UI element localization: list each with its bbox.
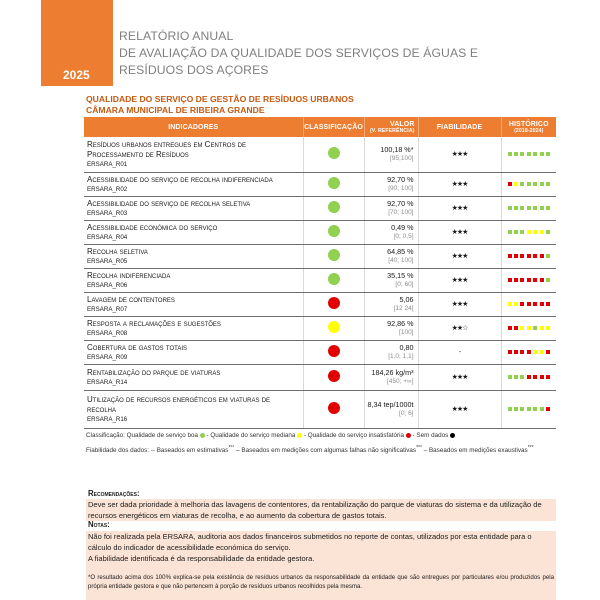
indicator-code: ERSARA_R02 [87,186,128,193]
report-title-line: RELATÓRIO ANUAL [119,29,234,43]
indicator-cell [84,340,303,364]
history-cell [501,390,556,428]
indicator-value: 92,86 % [387,319,414,328]
history-square-icon [533,152,537,156]
classification-cell [303,196,364,220]
history-cell [501,220,556,244]
history-square-icon [540,206,544,210]
history-square-icon [508,278,512,282]
history-square-icon [540,326,544,330]
history-square-icon [540,254,544,258]
reference-value: [12 24[ [393,305,414,312]
history-square-icon [540,375,544,379]
history-square-icon [546,375,550,379]
history-cell [501,292,556,316]
value-cell [364,244,418,268]
indicator-name: Rentabilização do parque de viaturas [87,368,221,377]
indicator-cell [84,268,303,292]
table-row [84,364,556,390]
history-cell [501,172,556,196]
history-square-icon [508,350,512,354]
table-row [84,292,556,316]
indicator-cell [84,244,303,268]
history-square-icon [514,206,518,210]
indicator-cell [84,390,303,428]
history-square-icon [508,230,512,234]
indicator-value: 92,70 % [387,175,414,184]
reference-value: [95;100] [390,155,414,163]
table-row [84,172,556,196]
history-square-icon [527,302,531,306]
history-square-icon [514,152,518,156]
report-title [119,28,478,79]
reference-value: [70; 100] [388,209,414,216]
history-square-icon [527,152,531,156]
table-row [84,244,556,268]
history-square-icon [508,206,512,210]
history-square-icon [546,302,550,306]
reliability-legend: Fiabilidade dos dados: -- Baseados em estimativas*°° – Baseados em medições com algumas falhas não significativas**° – Baseados em medições exaustivas*** [86,445,534,455]
value-cell [364,292,418,316]
history-square-icon [527,206,531,210]
indicator-code: ERSARA_R05 [87,258,128,265]
reliability-stars: ★★★ [418,292,501,316]
classification-dot-icon [328,370,340,382]
reliability-stars: ★★★ [418,390,501,428]
classification-dot-icon [328,345,340,357]
indicator-cell [84,172,303,196]
history-square-icon [514,407,518,411]
value-cell [364,268,418,292]
classification-dot-icon [328,201,340,213]
reference-value: [450; +∞] [387,378,414,385]
col-fiabilidade: FIABILIDADE [418,117,501,137]
notes-label: Notas: [88,520,110,529]
reference-value: [100] [399,329,414,336]
history-square-icon [520,152,524,156]
recommendations-label: Recomendações: [88,489,140,498]
table-row [84,390,556,428]
indicator-value: 184,26 kg/m³ [371,368,414,377]
classification-dot-icon [328,321,340,333]
history-cell [501,196,556,220]
section-heading [86,94,354,116]
history-square-icon [527,182,531,186]
table-row [84,316,556,340]
classification-dot-icon [328,177,340,189]
indicator-code: ERSARA_R04 [87,234,128,241]
history-square-icon [533,302,537,306]
classification-cell [303,292,364,316]
indicator-cell [84,292,303,316]
history-square-icon [533,326,537,330]
value-cell [364,137,418,172]
report-year: 2025 [63,68,90,82]
section-title: QUALIDADE DO SERVIÇO DE GESTÃO DE RESÍDUOS URBANOS [86,94,354,104]
history-square-icon [520,326,524,330]
report-title-line: RESÍDUOS DOS AÇORES [119,63,269,77]
bad-dot-icon [406,433,411,438]
table-row [84,137,556,172]
history-square-icon [533,350,537,354]
table-row [84,268,556,292]
indicator-value: 92,70 % [387,199,414,208]
history-square-icon [520,350,524,354]
history-cell [501,364,556,390]
history-square-icon [546,152,550,156]
history-square-icon [514,182,518,186]
history-square-icon [546,407,550,411]
history-square-icon [533,206,537,210]
indicator-code: ERSARA_R03 [87,210,128,217]
value-cell [364,220,418,244]
history-cell [501,316,556,340]
history-square-icon [520,182,524,186]
history-square-icon [540,152,544,156]
indicator-cell [84,196,303,220]
indicator-name: Acessibilidade do serviço de recolha indiferenciada [87,175,273,184]
classification-cell [303,172,364,196]
classification-dot-icon [328,225,340,237]
table-row [84,340,556,364]
history-square-icon [533,375,537,379]
indicator-value: 8,34 tep/1000t [367,400,414,409]
no-data-dot-icon [450,433,455,438]
indicator-name: Recolha indiferenciada [87,271,171,280]
value-cell [364,316,418,340]
reference-value: [0; 60] [395,281,414,288]
classification-cell [303,316,364,340]
history-square-icon [514,254,518,258]
reliability-stars: ★★☆ [418,316,501,340]
history-square-icon [527,407,531,411]
indicator-name: Cobertura de gastos totais [87,343,188,352]
good-dot-icon [200,433,205,438]
history-square-icon [508,152,512,156]
col-classificacao: CLASSIFICAÇÃO [303,117,364,137]
reference-value: [90; 100] [388,185,414,192]
classification-dot-icon [328,147,340,159]
indicator-name: Resposta a reclamações e sugestões [87,319,221,328]
history-square-icon [514,302,518,306]
history-square-icon [533,182,537,186]
history-square-icon [508,182,512,186]
history-square-icon [540,230,544,234]
classification-cell [303,364,364,390]
history-square-icon [533,407,537,411]
classification-cell [303,390,364,428]
reference-value: [0; 6] [399,410,414,417]
indicator-name: Resíduos urbanos entregues em Centros de Processamento de Resíduos [87,140,247,160]
history-square-icon [520,375,524,379]
reference-value: [40; 100] [388,257,414,264]
history-cell [501,340,556,364]
reference-value: [0; 0,5] [393,233,414,240]
history-square-icon [546,182,550,186]
history-square-icon [533,230,537,234]
indicator-code: ERSARA_R01 [87,161,128,169]
history-cell [501,137,556,172]
history-square-icon [546,326,550,330]
history-cell [501,268,556,292]
col-historico: HISTÓRICO (2018-2024) [501,117,556,137]
indicator-name: Lavagem de contentores [87,295,175,304]
classification-cell [303,340,364,364]
report-title-line: DE AVALIAÇÃO DA QUALIDADE DOS SERVIÇOS DE ÁGUAS E [119,46,479,60]
table-row [84,220,556,244]
legend [86,429,556,457]
history-square-icon [514,326,518,330]
note-audit: Não foi realizada pela ERSARA, auditoria aos dados financeiros submetidos no reporte de contas, utilizados por esta entidade para o cálculo do indicador de acessibilidade económica do serviço. [88,532,532,552]
classification-legend: Classificação: Qualidade de serviço boa - Qualidade do serviço mediana - Qualidade do serviço insatisfatória - Sem dados [86,429,556,442]
history-square-icon [520,407,524,411]
history-square-icon [540,407,544,411]
indicator-name: Acessibilidade do serviço de recolha seletiva [87,199,251,208]
table-header-row [84,117,556,137]
history-square-icon [546,230,550,234]
reliability-stars: - [418,340,501,364]
history-square-icon [540,350,544,354]
year-block [41,0,113,86]
reliability-stars: ★★★ [418,137,501,172]
history-square-icon [546,206,550,210]
reliability-stars: ★★★ [418,172,501,196]
classification-dot-icon [328,297,340,309]
footnote: *O resultado acima dos 100% explica-se pela existência de resíduos urbanos da responsabilidade da entidade que são entregues por particulares e/ou produzidos pela própria entidade gestora e que não pertencem à porção de resíduos urbanos recolhidos pela mesma. [88,574,554,590]
classification-cell [303,220,364,244]
reliability-stars: ★★★ [418,364,501,390]
classification-dot-icon [328,249,340,261]
indicator-cell [84,137,303,172]
indicator-code: ERSARA_R09 [87,354,128,361]
reference-value: [1,0; 1,1] [388,353,414,360]
history-square-icon [514,375,518,379]
history-square-icon [527,350,531,354]
history-square-icon [540,278,544,282]
reliability-stars: ★★★ [418,268,501,292]
history-square-icon [514,230,518,234]
indicator-cell [84,364,303,390]
history-square-icon [508,302,512,306]
indicator-name: Recolha seletiva [87,247,148,256]
value-cell [364,364,418,390]
history-square-icon [520,254,524,258]
history-square-icon [533,278,537,282]
recommendations-text: Deve ser dada prioridade à melhoria das lavagens de contentores, da rentabilização do parque de viaturas do sistema e da utilização de recursos energéticos em viaturas de recolha, e ao aumento da cobertura de gastos totais. [86,499,556,521]
medium-dot-icon [297,433,302,438]
value-cell [364,196,418,220]
note-reliability: A fiabilidade identificada é da responsabilidade da entidade gestora. [88,554,315,563]
classification-cell [303,244,364,268]
indicator-value: 5,06 [399,295,414,304]
indicator-cell [84,220,303,244]
history-square-icon [546,350,550,354]
indicator-code: ERSARA_R14 [87,379,128,386]
classification-dot-icon [328,273,340,285]
value-cell [364,172,418,196]
history-square-icon [520,230,524,234]
history-square-icon [527,278,531,282]
history-square-icon [540,302,544,306]
history-square-icon [514,278,518,282]
history-square-icon [508,407,512,411]
indicator-value: 0,80 [399,343,414,352]
indicator-code: ERSARA_R06 [87,282,128,289]
history-square-icon [527,254,531,258]
indicator-value: 0,49 % [391,223,414,232]
indicator-code: ERSARA_R08 [87,330,128,337]
history-square-icon [520,302,524,306]
history-square-icon [508,254,512,258]
history-square-icon [540,182,544,186]
history-square-icon [508,326,512,330]
indicator-value: 100,18 %* [380,145,414,155]
indicator-code: ERSARA_R16 [87,416,128,423]
classification-dot-icon [328,402,340,414]
value-cell [364,340,418,364]
indicator-value: 64,85 % [387,247,414,256]
history-square-icon [527,375,531,379]
indicator-code: ERSARA_R07 [87,306,128,313]
value-cell [364,390,418,428]
col-valor: VALOR (V. REFERÊNCIA) [364,117,418,137]
entity-name: CÂMARA MUNICIPAL DE RIBEIRA GRANDE [86,105,265,115]
notes-box [86,531,556,600]
reliability-stars: ★★★ [418,220,501,244]
col-indicadores: INDICADORES [84,117,303,137]
indicator-value: 35,15 % [387,271,414,280]
indicator-cell [84,316,303,340]
history-square-icon [533,254,537,258]
history-cell [501,244,556,268]
history-square-icon [508,375,512,379]
history-square-icon [546,278,550,282]
history-square-icon [527,326,531,330]
reliability-stars: ★★★ [418,196,501,220]
history-square-icon [520,278,524,282]
indicators-table [84,117,556,429]
history-square-icon [520,206,524,210]
classification-cell [303,137,364,172]
indicator-name: Acessibilidade económica do serviço [87,223,218,232]
history-square-icon [527,230,531,234]
history-square-icon [514,350,518,354]
table-row [84,196,556,220]
indicator-name: Utilização de recursos energéticos em viaturas de recolha [87,395,271,414]
history-square-icon [546,254,550,258]
classification-cell [303,268,364,292]
reliability-stars: ★★★ [418,244,501,268]
